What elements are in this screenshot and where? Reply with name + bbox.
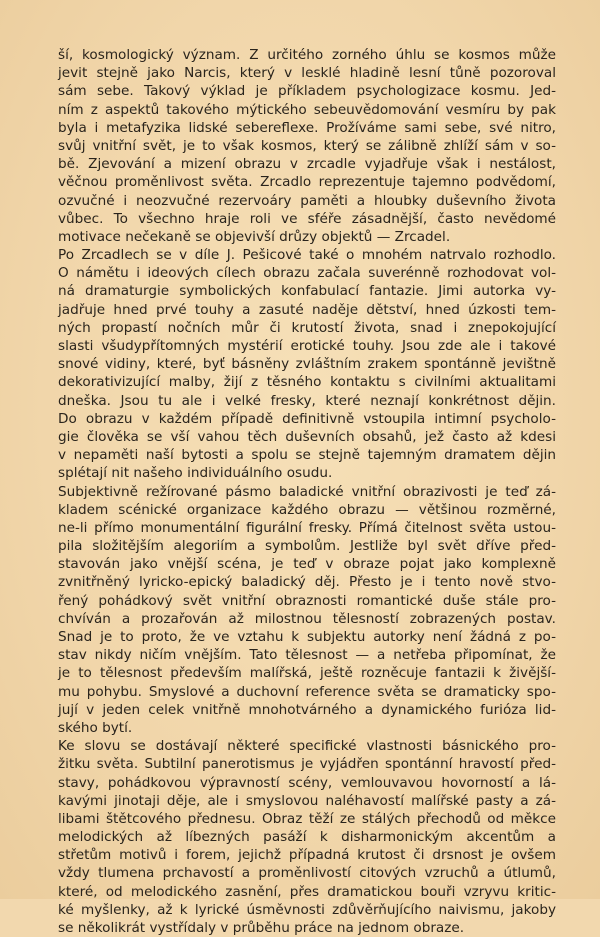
text-line: ozvučné i neozvučné rezervoáry paměti a hloubky duševního života [58,192,556,209]
text-line: je to tělesnost především malířská, ještě rozněcuje fantazii k živější- [58,665,556,682]
text-line: se několikrát vystřídaly v průběhu práce na jednom obraze. [58,920,465,936]
text-line: mu pohybu. Smyslové a duchovní reference světa se dramaticky spo- [58,683,556,700]
text-line: sám sebe. Takový výklad je příkladem psychologizace kosmu. Jed- [58,83,556,100]
text-line: Po Zrcadlech se v díle J. Pešicové také o mnohém natrvalo rozhodlo. [58,247,556,264]
text-line: žitku světa. Subtilní panerotismus je vyjádřen spontánní hravostí před- [58,756,556,773]
text-line: ním z aspektů takového mýtického sebeuvědomování vesmíru by pak [58,101,556,118]
text-line: řený pohádkový svět vnitřní obraznosti romantické duše stále pro- [58,592,556,609]
text-line: jují v jeden celek vnitřně mnohotvárného a dynamického furióza lid- [58,701,556,718]
text-line: Do obrazu v každém případě definitivně vstoupila intimní psycholo- [58,410,556,427]
text-line: libami štětcového přednesu. Obraz těží ze stálých přechodů od měkce [58,810,556,827]
text-line: střetům motivů i forem, jejichž případná krutost či drsnost je ovšem [58,847,556,864]
paragraph [58,483,556,738]
text-line: O námětu i ideových cílech obrazu začala suverénně rozhodovat vol- [58,265,556,282]
paragraph [58,246,556,482]
text-line: slasti všudypřítomných mystérií erotické touhy. Jsou zde ale i takové [58,338,556,354]
paragraph [58,737,556,937]
text-line: Ke slovu se dostávají některé specifické vlastnosti básnického pro- [58,738,556,755]
text-line: stavy, pohádkovou výpravností scény, vemlouvavou hovorností a lá- [58,774,556,791]
text-line: melodických až líbezných pasáží k disharmonickým akcentům a [58,829,556,846]
text-line: vždy tlumena prchavostí a proměnlivostí citových vzruchů a útlumů, [58,865,556,882]
text-line: ké myšlenky, až k lyrické úsměvnosti zdůvěrňujícího naivismu, jakoby [58,901,556,918]
text-line: stav nikdy ničím vnějším. Tato tělesnost — a netřeba připomínat, že [58,647,556,664]
text-line: motivace nečekaně se objevivší drůzy objektů — Zrcadel. [58,228,451,245]
text-line: ná dramaturgie symbolických konfabulací fantazie. Jimi autorka vy- [58,283,556,300]
text-line: dekorativizující malby, žijí z těsného kontaktu s civilními aktualitami [58,374,556,391]
text-line: snové vidiny, které, byť básněny zvláštním zrakem spontánně jevištně [58,356,556,373]
text-line: dneška. Jsou tu ale i velké fresky, které neznají konkrétnost dějin. [58,392,556,409]
text-line: svůj vnitřní svět, je to však kosmos, který se zálibně zhlíží sám v so- [58,137,556,154]
text-line: splétají nit našeho individuálního osudu. [58,465,333,482]
text-line: jevit stejně jako Narcis, který v lesklé hladině lesní tůně pozoroval [58,65,556,82]
paragraph [58,46,556,246]
text-line: jadřuje hned prvé touhy a zasuté naděje dětství, hned úzkosti tem- [58,301,556,318]
text-line: byla i metafyzika lidské sebereflexe. Prožíváme sami sebe, své nitro, [58,119,556,136]
text-line: zvnitřněný lyricko-epický baladický děj. Přesto je i tento nově stvo- [58,574,556,591]
text-line: které, od melodického zasnění, přes dramatickou bouři vzryvu kritic- [58,883,556,900]
text-line: ského bytí. [58,719,133,736]
text-line: pila složitějším alegoriím a symbolům. Jestliže byl svět dříve před- [58,538,556,555]
text-line: Snad je to proto, že ve vztahu k subjektu autorky není žádná z po- [58,629,556,645]
text-line: kavými jinotaji děje, ale i smyslovou naléhavostí malířské pasty a zá- [58,792,556,809]
text-line: ne-li přímo monumentální figurální fresky. Přímá čitelnost světa ustou- [58,519,556,536]
text-line: vůbec. To všechno hraje roli ve sféře zásadnější, často nevědomé [58,210,556,227]
text-line: kladem scénické organizace každého obrazu — většinou rozměrné, [58,501,556,518]
text-line: stavován jako vnější scéna, je teď v obraze pojat jako komplexně [58,556,556,573]
text-line: bě. Zjevování a mizení obrazu v zrcadle vyjadřuje však i nestálost, [58,156,556,173]
text-line: ných propastí nočních můr či krutostí života, snad i znepokojující [58,319,556,336]
text-line: Subjektivně režírované pásmo baladické vnitřní obrazivosti je teď zá- [58,483,556,500]
text-line: v nepaměti naší bytosti a spolu se stejně tajemným dramatem dějin [58,447,556,464]
text-line: chvíván a prozařován až milostnou tělesností zobrazených postav. [58,610,556,627]
text-line: ší, kosmologický význam. Z určitého zorného úhlu se kosmos může [58,47,556,63]
text-line: gie člověka se vší vahou těch duševních obsahů, jež často až kdesi [58,428,556,445]
body-text [58,46,556,937]
text-line: věčnou proměnlivost světa. Zrcadlo reprezentuje tajemno podvědomí, [58,174,556,191]
